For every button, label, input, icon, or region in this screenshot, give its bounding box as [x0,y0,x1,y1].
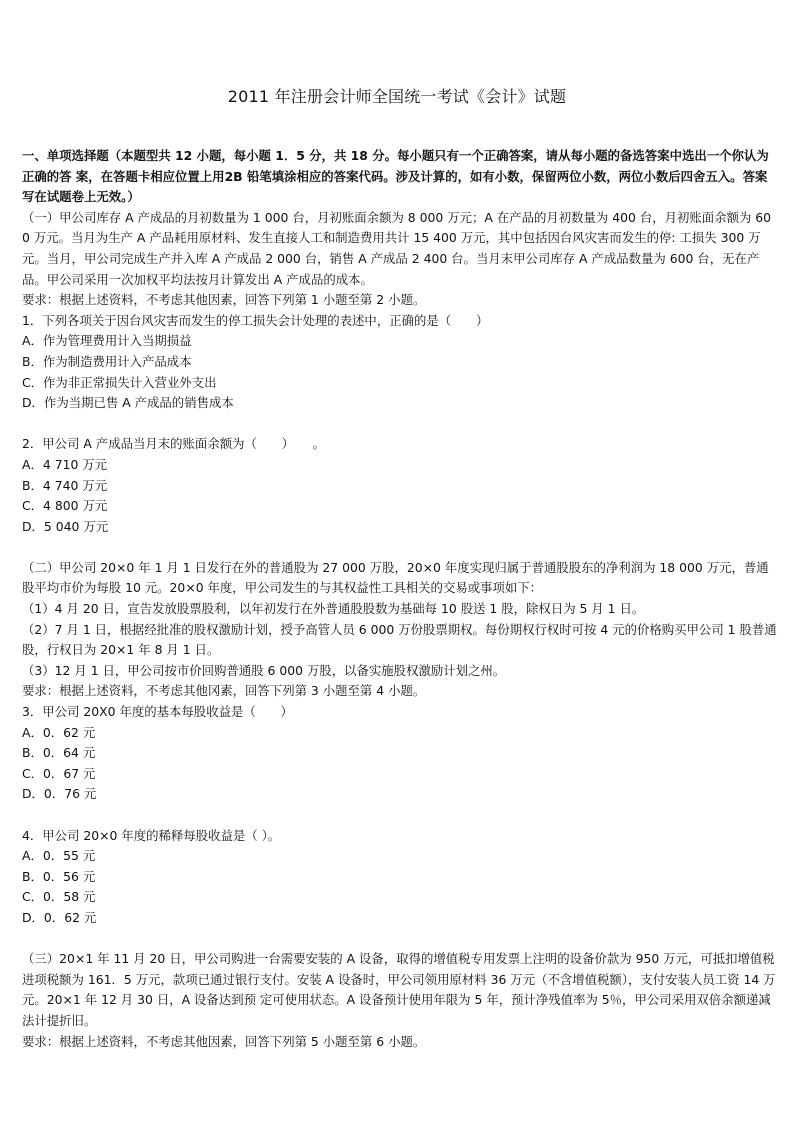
question-1-option-c: C．作为非正常损失计入营业外支出 [22,374,217,390]
case1-requirement: 要求：根据上述资料，不考虑其他因素，回答下列第 1 小题至第 2 小题。 [22,292,426,308]
question-4-option-d: D．0．62 元 [22,909,97,925]
question-2-option-a: A．4 710 万元 [22,456,108,472]
case2-requirement: 要求：根据上述资料，不考虑其他冈素，回答下列第 3 小题至第 4 小题。 [22,683,426,699]
question-4-option-c: C．0．58 元 [22,889,96,905]
question-3-option-b: B．0．64 元 [22,745,96,761]
case2-event-3: （3）12 月 1 日，甲公司按市价回购普通股 6 000 万股，以备实施股权激励计划之州。 [22,662,506,678]
question-3-option-a: A．0．62 元 [22,724,96,740]
question-2-option-b: B．4 740 万元 [22,477,108,493]
case2-text: （二）甲公司 20×0 年 1 月 1 日发行在外的普通股为 27 000 万股，20×0 年度实现归属于普通股股东的净利润为 18 000 万元，普通股平均市价为每股 10 元。20×0 年度，甲公司发生的与其权益性工具相关的交易或事项如下： [22,559,769,596]
question-3-option-d: D．0．76 元 [22,786,97,802]
question-1-option-b: B．作为制造费用计入产品成本 [22,353,192,369]
document-body [22,146,778,1052]
question-3-stem: 3．甲公司 20X0 年度的基本每股收益是（ ） [22,704,293,720]
case3-text: （三）20×1 年 11 月 20 日，甲公司购进一台需要安装的 A 设备，取得的增值税专用发票上注明的设备价款为 950 万元，可抵扣增值税进项税额为 161．5 万元，款项已通过银行支付。安装 A 设备时，甲公司领用原材料 36 万元（不含增值税额），支付安装人员工资 14 万元。20×1 年 12 月 30 日，A 设备达到预 定可使用状态。A 设备预计使用年限为 5 年，预计净残值率为 5％，甲公司采用双倍余额递减法计提折旧。 [22,951,776,1028]
question-1-option-d: D．作为当期已售 A 产成品的销售成本 [22,395,234,411]
question-2-stem: 2．甲公司 A 产成品当月末的账面余额为（ ） 。 [22,436,326,452]
question-1-option-a: A．作为管理费用计入当期损益 [22,333,192,349]
document-title: 2011 年注册会计师全国统一考试《会计》试题 [227,87,567,106]
spacer [22,537,778,558]
question-4-option-a: A．0．55 元 [22,848,96,864]
spacer [22,929,778,950]
case2-event-2: （2）7 月 1 日，根据经批准的股权激励计划，授予高管人员 6 000 万份股票期权。每份期权行权时可按 4 元的价格购买甲公司 1 股普通股，行权日为 20×1 年 8 月 1 日。 [22,621,777,658]
case1-text: （一）甲公司库存 A 产成品的月初数量为 1 000 台，月初账面余额为 8 000 万元；A 在产品的月初数量为 400 台，月初账面余额为 600 万元。当月为生产 A 产品耗用原材料、发生直接人工和制造费用共计 15 400 万元，其中包括因台风灾害而发生的停: 工损失 300 万元。当月，甲公司完成生产并入库 A 产成品 2 000 台，销售 A 产成品 2 400 台。当月末甲公司库存 A 产成品数量为 600 台，无在产品。甲公司采用一次加权平均法按月计算发出 A 产成品的成本。 [22,209,772,287]
question-1-stem: 1．下列各项关于因台风灾害而发生的停工损失会计处理的表述中，正确的是（ ） [22,312,489,328]
case2-event-1: （1）4 月 20 日，宣告发放股票股利，以年初发行在外普通股股数为基础每 10 股送 1 股，除权日为 5 月 1 日。 [22,601,645,617]
spacer [22,805,778,826]
question-2-option-d: D．5 040 万元 [22,518,109,534]
case3-requirement: 要求：根据上述资料，不考虑其他因素，回答下列第 5 小题至第 6 小题。 [22,1033,426,1049]
question-2-option-c: C．4 800 万元 [22,498,108,514]
question-4-option-b: B．0．56 元 [22,868,96,884]
question-4-stem: 4．甲公司 20×0 年度的稀释每股收益是（ ）。 [22,827,281,843]
spacer [22,414,778,435]
section-heading: 一、单项选择题（本题型共 12 小题，每小题 1．5 分，共 18 分。每小题只有一个正确答案，请从每小题的备选答案中选出一个你认为正确的答 案，在答题卡相应位置上用2B 铅笔填涂相应的答案代码。涉及计算的，如有小数，保留两位小数，两位小数后四舍五入。答案写在试题卷上无效。） [22,148,769,205]
question-3-option-c: C．0．67 元 [22,765,96,781]
